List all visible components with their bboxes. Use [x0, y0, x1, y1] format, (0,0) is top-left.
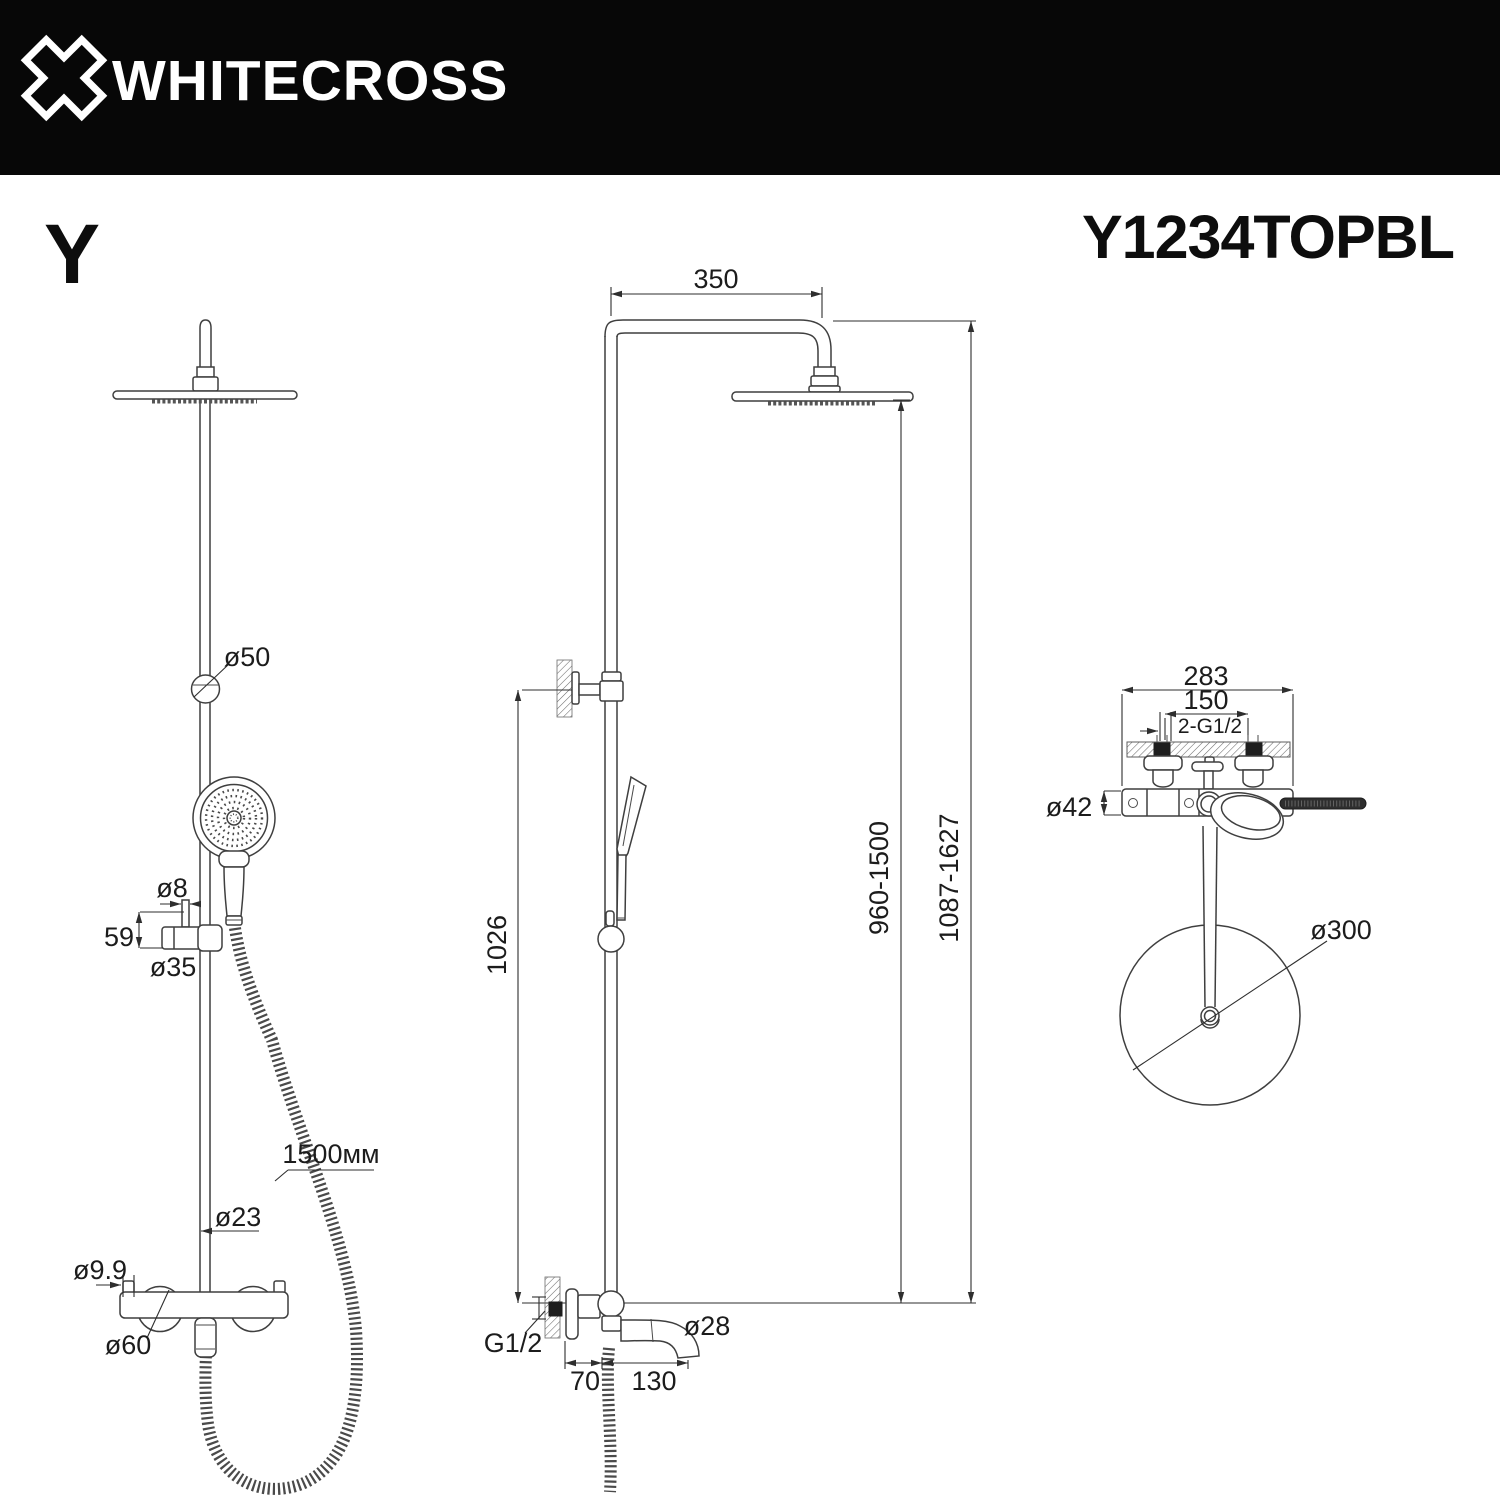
hand-shower-wand-top [1201, 826, 1219, 1028]
select-button [219, 851, 249, 867]
shower-hose-side [608, 1348, 611, 1492]
top-view-plan [1046, 661, 1372, 1105]
dim-body-dia-value: ø42 [1045, 792, 1093, 822]
dim-spout-reach-value: 130 [631, 1366, 677, 1396]
series-label: Y [44, 207, 101, 301]
dim-1026-value: 1026 [482, 914, 512, 976]
dim-head-dia-value: ø300 [1310, 915, 1372, 945]
dim-pin-dia: ø8 [156, 873, 188, 903]
dim-wall-thread [484, 1297, 546, 1358]
dim-height-ranges [624, 321, 976, 1303]
rain-head-front [113, 367, 297, 402]
diverter-knob-top [1192, 757, 1223, 789]
dim-pipe-dia-value: ø23 [214, 1202, 262, 1232]
dim-spout-offsets [565, 1341, 688, 1396]
mixer-body [120, 1292, 288, 1318]
temperature-handle-top [1280, 798, 1366, 809]
dim-inlet-spacing-value: 150 [1183, 685, 1229, 715]
dim-cap-dia: ø9.9 [72, 1255, 128, 1285]
dim-inlet-thread [1140, 712, 1242, 741]
hose-length-label [275, 1139, 380, 1181]
side-view [482, 264, 976, 1492]
riser-pipe-side [605, 336, 617, 1292]
overhead-arm [605, 320, 840, 392]
mixer-spout-front [195, 1318, 216, 1357]
dim-bracket-dia: ø35 [149, 952, 197, 982]
dim-slide-ball-dia: ø50 [223, 642, 271, 672]
dim-bracket-height-value: 59 [103, 922, 135, 952]
dim-spout-dia: ø28 [683, 1311, 731, 1341]
dim-body-dia: ø60 [104, 1330, 152, 1360]
dim-wall-offset-value: 70 [569, 1366, 601, 1396]
dim-arm-reach [611, 264, 822, 318]
dim-wall-thread-value: G1/2 [483, 1328, 543, 1358]
dim-head-dia [1133, 915, 1372, 1070]
dim-arm-reach-value: 350 [693, 264, 739, 294]
ball-joint-side [598, 1291, 624, 1317]
dim-inlet-thread-value: 2-G1/2 [1177, 715, 1243, 738]
inlet-fitting-left [1154, 743, 1170, 756]
hand-shower-front [193, 777, 275, 925]
dim-body-width-value: 283 [1183, 661, 1229, 691]
dim-bracket-height-side [482, 690, 598, 1303]
front-view [73, 320, 380, 1489]
hose-length-value: 1500мм [282, 1139, 380, 1169]
brand-name: WHITECROSS [112, 49, 509, 113]
dim-body-dia-top [1046, 791, 1121, 822]
dim-pipe-range-value: 960-1500 [864, 820, 894, 936]
slider-bracket-front [162, 900, 222, 951]
inlet-fitting-right [1246, 743, 1262, 756]
rain-head-side [732, 392, 913, 404]
wall-bracket-side [557, 660, 623, 717]
dim-pin [156, 873, 197, 904]
hand-shower-side [617, 777, 646, 920]
model-code: Y1234TOPBL [1082, 203, 1454, 271]
dim-total-range-value: 1087-1627 [934, 813, 964, 943]
